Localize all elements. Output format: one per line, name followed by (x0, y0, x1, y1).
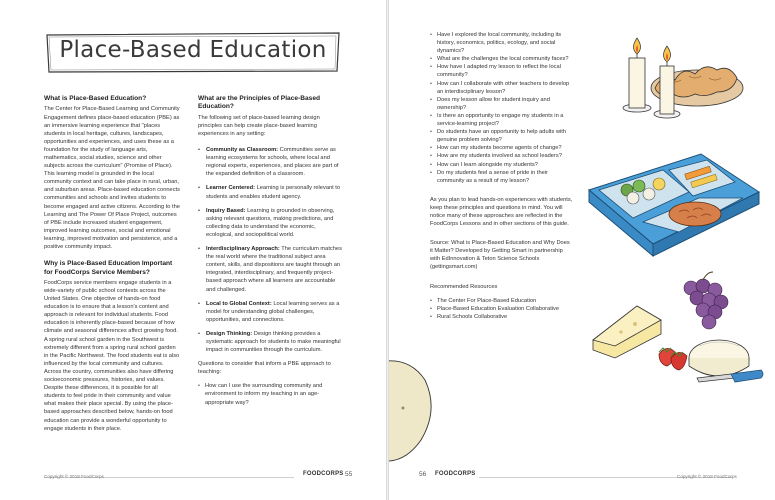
question-text: How can my students become agents of change? (437, 145, 562, 152)
candles-bread-illustration-icon (611, 18, 751, 123)
question-item: • How have I adapted my lesson to reflect the local community? (430, 64, 561, 79)
principle-item: • Design Thinking: Design thinking provides a systematic approach for students to make meaningful impact in communities through the curriculum. (198, 330, 341, 354)
question-text: Have I explored the local community, including its history, economics, politics, ecology, and social dynamics? (437, 32, 562, 55)
foodcorps-logo-right: FOODCORPS (435, 471, 476, 477)
question-item: • How can my students become agents of change? (430, 145, 562, 152)
resource-link[interactable]: Rural Schools Collaborative (437, 313, 508, 320)
question-text: How have I adapted my lesson to reflect the local community? (437, 64, 561, 79)
left-page (0, 0, 386, 500)
copyright-right: Copyright © 2018 FoodCorps (677, 474, 737, 479)
principle-item: • Interdisciplinary Approach: The curriculum matches the real world where the traditional subject area content, skills, and dispositions are taught through an integrated, interdisciplinary, and frequently project-based approach where all learners are accountable and challenged. (198, 246, 342, 293)
question-text: How can I learn alongside my students? (437, 161, 538, 168)
principle-item: • Community as Classroom: Communities serve as learning ecosystems for schools, where local and regional experts, experiences, and places are part of the expanded definition of a classroom. (198, 147, 339, 178)
copyright-left: Copyright © 2018 FoodCorps (44, 474, 104, 479)
question-item: • What are the challenges the local community faces? (430, 56, 569, 63)
source-citation: Source: What is Place-Based Education and Why Does it Matter? Developed by Getting Smart in partnership with EdInnovation & Teton Science Schools (gettingsmart.com) (430, 240, 570, 271)
principle-item: • Local to Global Context: Local learning serves as a model for understanding global challenges, opportunities, and connections. (198, 300, 340, 323)
principle-text: Local learning serves as a model for understanding global challenges, opportunities, and connections. (206, 300, 340, 323)
why-important-heading: Why is Place-Based Education Important for FoodCorps Service Members? (44, 260, 173, 276)
principle-item: • Learner Centered: Learning is personally relevant to students and enables student agency. (198, 185, 341, 200)
principle-item: • Inquiry Based: Learning is grounded in observing, asking relevant questions, making predictions, and collecting data to understand the economic, ecological, and sociopolitical world. (198, 207, 335, 238)
principle-term: Interdisciplinary Approach: (206, 246, 280, 253)
question-text: Do my students feel a sense of pride in their community as a result of my lesson? (437, 169, 548, 184)
question-item: • Is there an opportunity to engage my students in a service-learning project? (430, 112, 564, 128)
principle-term: Inquiry Based: (206, 207, 246, 214)
principle-text: Learning is personally relevant to students and enables student agency. (206, 185, 341, 200)
planning-paragraph: As you plan to lead hands-on experiences with students, keep these principles and questions in mind. You will notice many of these approaches are reflected in the FoodCorps Lessons and in other sections of this guide. (430, 196, 573, 228)
question-text: How can I use the surrounding community and environment to inform my teaching in an age-appropriate way? (205, 383, 323, 406)
questions-intro: Questions to consider that inform a PBE approach to teaching: (198, 361, 331, 376)
question-item: • Does my lesson allow for student inquiry and ownership? (430, 96, 550, 111)
principle-text: The curriculum matches the real world where the traditional subject area content, skills, and dispositions are taught through an integrated, interdisciplinary, and frequently project-based approach where all learners are accountable and challenged. (206, 246, 342, 293)
title-banner (43, 31, 343, 74)
question-text: What are the challenges the local community faces? (437, 56, 569, 63)
why-important-text: FoodCorps service members engage students in a wide-variety of public school contexts across the United States. One objective of hands-on food education is to ensure that a lesson's content and approach is relevant for individual students. Food education is inherently place-based because of how climate and seasonal differences affect growing food. A spring rural school garden in the Southwest is extremely different from a spring rural school garden in the Pacific Northwest. The food students eat is also influenced by the local community and cultures. Across the country, communities also have differing socioeconomic pressures, histories, and values. Despite these differences, it is possible for all students to feel pride in their community and value what makes their place special. By using the place-based approaches described below, hands-on food education can provide a wonderful opportunity to engage students in their place. (44, 279, 180, 432)
what-is-pbe-text: The Center for Place-Based Learning and Community Engagement defines place-based education (PBE) as an immersive learning experience that "places students in local heritage, cultures, landscapes, opportunities and experiences, and uses these as a foundation for the study of language arts, mathematics, social studies, science and other subjects across the curriculum" (Promise of Place). This learning model is grounded in the local community context and can take place in rural, urban, and suburban areas. Place-based education connects communities and schools and invites students to become engaged and active citizens. According to the Learning and The Power Of Place Project, outcomes of PBE include increased student engagement, improved learning outcomes, social and emotional learning, improved motivation and persistence, and a positive community impact. (44, 106, 180, 250)
principles-intro: The following set of place-based learning design principles can help create place-based learning experiences in any setting: (198, 114, 320, 137)
middle-column (198, 95, 342, 407)
potatoes-illustration-icon (389, 356, 441, 476)
foodcorps-logo-left: FOODCORPS (303, 471, 344, 477)
question-item: • How can I use the surrounding community and environment to inform my teaching in an age-appropriate way? (198, 383, 323, 406)
principle-term: Design Thinking: (206, 330, 253, 337)
left-column (44, 95, 180, 439)
question-item: • Do my students feel a sense of pride in their community as a result of my lesson? (430, 169, 548, 184)
question-text: How can I collaborate with other teachers to develop an interdisciplinary lesson? (437, 80, 570, 95)
principles-list (198, 146, 342, 354)
resources-heading: Recommended Resources (430, 283, 498, 290)
bento-box-illustration-icon (583, 140, 763, 260)
principles-heading: What are the Principles of Place-Based Education? (198, 95, 321, 111)
cheese-grapes-illustration-icon (585, 262, 765, 402)
right-page (389, 0, 775, 500)
question-item: • Do students have an opportunity to help adults with genuine problem solving? (430, 129, 566, 144)
page-number-right: 56 (419, 471, 427, 478)
principle-text: Learning is grounded in observing, asking relevant questions, making predictions, and collecting data to understand the economic, ecological, and sociopolitical world. (206, 207, 335, 238)
right-column (430, 31, 574, 321)
question-text: Is there an opportunity to engage my students in a service-learning project? (437, 112, 564, 128)
question-item: • How can I learn alongside my students? (430, 161, 538, 168)
resource-item: • Rural Schools Collaborative (430, 313, 508, 320)
question-item: • How can I collaborate with other teachers to develop an interdisciplinary lesson? (430, 80, 570, 95)
principle-term: Learner Centered: (206, 185, 255, 192)
page-number-left: 55 (345, 471, 353, 478)
resource-item: • The Center For Place-Based Education (430, 297, 537, 304)
question-text: Do students have an opportunity to help adults with genuine problem solving? (437, 129, 566, 144)
page-title: Place-Based Education (59, 37, 327, 63)
resources-list (430, 297, 574, 321)
question-text: Does my lesson allow for student inquiry and ownership? (437, 96, 550, 111)
question-text: How are my students involved as school leaders? (437, 153, 562, 160)
what-is-pbe-heading: What is Place-Based Education? (44, 95, 147, 102)
questions-list-start (198, 382, 342, 406)
question-item: • How are my students involved as school leaders? (430, 153, 562, 160)
question-item: • Have I explored the local community, including its history, economics, politics, ecology, and social dynamics? (430, 32, 562, 55)
principle-text: Design thinking provides a systematic approach for students to make meaningful impact in communities through the curriculum. (206, 330, 341, 354)
principle-term: Community as Classroom: (206, 147, 279, 154)
principle-term: Local to Global Context: (206, 300, 272, 307)
principle-text: Communities serve as learning ecosystems for schools, where local and regional experts, experiences, and places are part of the expanded definition of a classroom. (206, 147, 339, 178)
resource-item: • Place-Based Education Evaluation Collaborative (430, 305, 560, 312)
resource-link[interactable]: Place-Based Education Evaluation Collaborative (437, 305, 560, 312)
resource-link[interactable]: The Center For Place-Based Education (437, 297, 537, 304)
questions-list (430, 31, 574, 185)
